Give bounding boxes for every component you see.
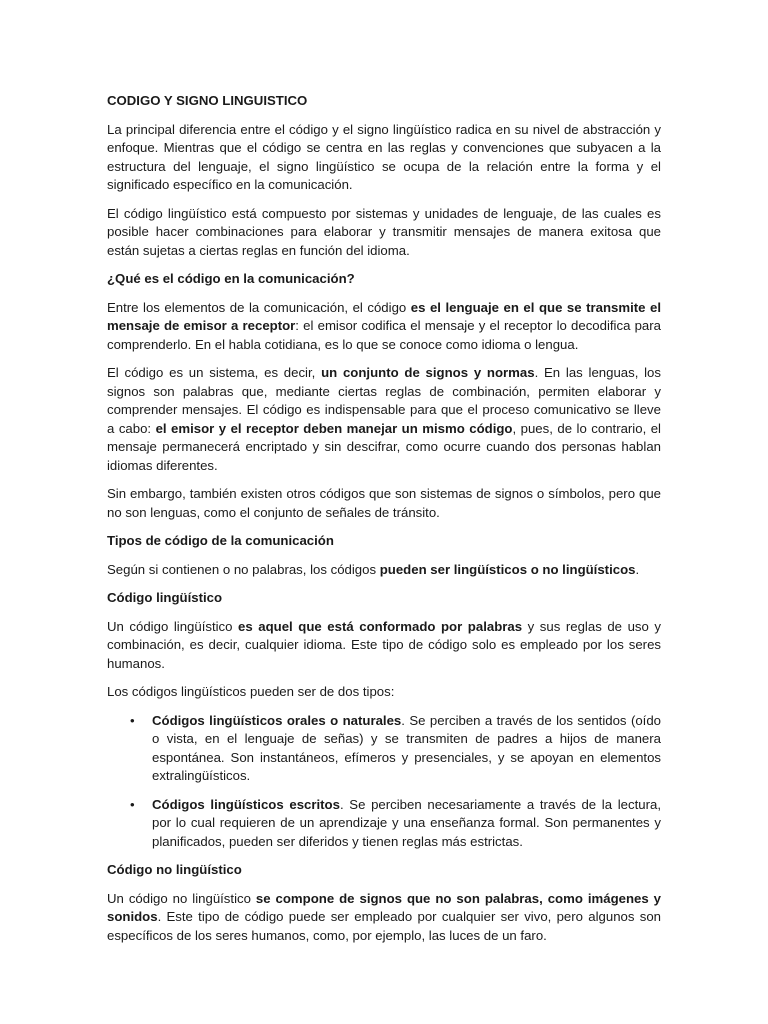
bullet-icon: • bbox=[130, 712, 135, 728]
text-span: . En las lenguas, los signos son palabras que, mediante ciertas reglas de combinación, permiten elaborar y comprender mensajes. El código es indispensable para que el proceso comunicativo se lleve a cabo: bbox=[107, 365, 661, 436]
document-title: CODIGO Y SIGNO LINGUISTICO bbox=[107, 93, 308, 108]
text-span: . bbox=[635, 561, 640, 577]
bold-span: Códigos lingüísticos escritos bbox=[152, 796, 340, 812]
text-span: El código es un sistema, es decir, bbox=[107, 365, 322, 380]
text-span: . Este tipo de código puede ser empleado por cualquier ser vivo, pero algunos son específicos de los seres humanos, como, por ejemplo, las luces de un faro. bbox=[107, 909, 661, 943]
paragraph-segun-palabras bbox=[107, 561, 661, 580]
list-item bbox=[130, 796, 661, 852]
text-span: Entre los elementos de la comunicación, el código bbox=[107, 299, 411, 315]
bold-span: es el lenguaje en el que se transmite el mensaje de emisor a receptor bbox=[107, 299, 662, 333]
bold-span: se compone de signos que no son palabras, como imágenes y sonidos bbox=[107, 890, 661, 924]
paragraph-codigo-sistema bbox=[107, 364, 661, 475]
list-item bbox=[130, 712, 661, 786]
bullet-icon: • bbox=[130, 796, 135, 812]
section-heading-codigo-no-linguistico: Código no lingüístico bbox=[107, 862, 242, 877]
section-heading-que-es-codigo: ¿Qué es el código en la comunicación? bbox=[107, 271, 355, 286]
text-span: y sus reglas de uso y combinación, es decir, cualquier idioma. Este tipo de código solo es empleado por los seres humanos. bbox=[107, 618, 661, 671]
text-span: . Se perciben a través de los sentidos (oído o vista, en el lenguaje de señas) y se transmiten de padres a hijos de manera espontánea. Son instantáneos, efímeros y presenciales, y se apoyan en elementos extralingüísticos. bbox=[152, 712, 661, 783]
section-heading-codigo-linguistico: Código lingüístico bbox=[107, 590, 223, 605]
bold-span: pueden ser lingüísticos o no lingüísticos bbox=[379, 561, 636, 577]
section-heading-tipos-codigo: Tipos de código de la comunicación bbox=[107, 533, 334, 548]
bold-span: es aquel que está conformado por palabras bbox=[238, 618, 523, 634]
text-span: Según si contienen o no palabras, los códigos bbox=[107, 561, 380, 577]
paragraph-codigo-linguistico-def bbox=[107, 618, 661, 674]
bullet-list-tipos bbox=[107, 712, 661, 852]
paragraph-dos-tipos: Los códigos lingüísticos pueden ser de dos tipos: bbox=[107, 684, 395, 699]
text-span: Un código lingüístico bbox=[107, 618, 239, 634]
paragraph-codigo-no-linguistico-def bbox=[107, 890, 661, 946]
bold-span: un conjunto de signos y normas bbox=[321, 365, 535, 380]
text-span: . Se perciben necesariamente a través de la lectura, por lo cual requieren de un aprendizaje y una enseñanza formal. Son permanentes y planificados, pueden ser diferidos y tienen reglas más estrictas. bbox=[152, 796, 661, 849]
paragraph-otros-codigos: Sin embargo, también existen otros códigos que son sistemas de signos o símbolos, pero que no son lenguas, como el conjunto de señales de tránsito. bbox=[107, 486, 661, 520]
paragraph-elementos-comunicacion bbox=[107, 299, 661, 355]
paragraph-codigo-linguistico: El código lingüístico está compuesto por sistemas y unidades de lenguaje, de las cuales es posible hacer combinaciones para elaborar y transmitir mensajes de manera exitosa que están sujetas a ciertas reglas en función del idioma. bbox=[107, 205, 661, 258]
bold-span: Códigos lingüísticos orales o naturales bbox=[152, 712, 402, 728]
bold-span: el emisor y el receptor deben manejar un mismo código bbox=[155, 420, 513, 436]
document-body bbox=[107, 92, 661, 955]
paragraph-intro: La principal diferencia entre el código y el signo lingüístico radica en su nivel de abstracción y enfoque. Mientras que el código se centra en las reglas y convenciones que subyacen a la estructura del lenguaje, el signo lingüístico se ocupa de la relación entre la forma y el significado específico en la comunicación. bbox=[107, 121, 661, 192]
text-span: , pues, de lo contrario, el mensaje permanecerá encriptado y sin descifrar, como ocurre cuando dos personas hablan idiomas diferentes. bbox=[107, 420, 661, 473]
text-span: : el emisor codifica el mensaje y el receptor lo decodifica para comprenderlo. En el habla cotidiana, es lo que se conoce como idioma o lengua. bbox=[107, 318, 661, 352]
text-span: Un código no lingüístico bbox=[107, 890, 256, 906]
